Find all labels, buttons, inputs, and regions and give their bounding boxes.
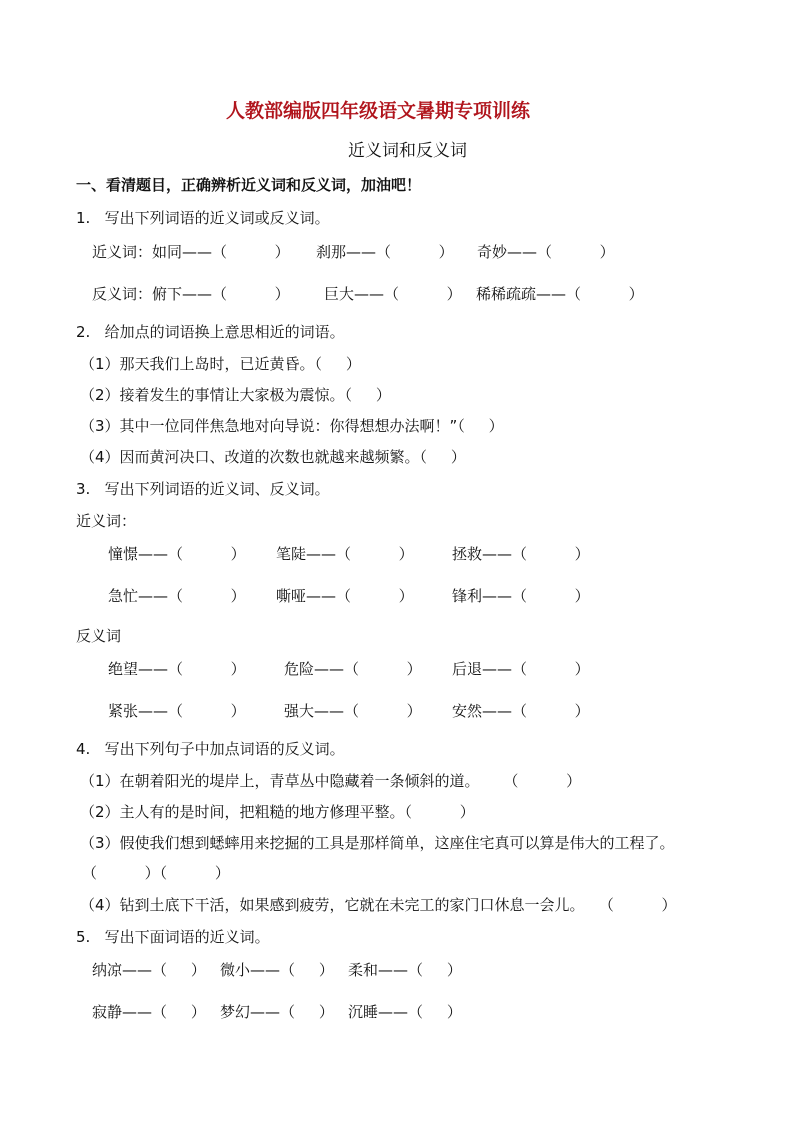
q3-item: 憧憬——（ ） (108, 545, 246, 563)
q5-item: 柔和——（ ） (348, 961, 462, 979)
synonym-label: 近义词： (76, 512, 137, 530)
document-title: 人教部编版四年级语文暑期专项训练 (226, 100, 531, 122)
q5-item: 沉睡——（ ） (348, 1003, 462, 1021)
q4-item: （ ）（ ） (82, 864, 230, 882)
q3-item: 后退——（ ） (452, 660, 590, 678)
question-4-prompt: 4. 写出下列句子中加点词语的反义词。 (76, 740, 345, 758)
q2-item: （1）那天我们上岛时，已近黄昏。（ ） (80, 355, 361, 373)
q5-item: 微小——（ ） (220, 961, 334, 979)
q5-item: 纳凉——（ ） (92, 961, 206, 979)
q4-item: （3）假使我们想到蟋蟀用来挖掘的工具是那样简单，这座住宅真可以算是伟大的工程了。 (80, 834, 675, 852)
question-5-prompt: 5. 写出下面词语的近义词。 (76, 928, 270, 946)
antonym-label: 反义词 (76, 627, 122, 645)
q3-item: 紧张——（ ） (108, 702, 246, 720)
q3-item: 危险——（ ） (284, 660, 422, 678)
q1-item: 近义词：如同——（ ） (92, 243, 290, 261)
q4-item: （1）在朝着阳光的堤岸上，青草丛中隐藏着一条倾斜的道。 （ ） (80, 772, 582, 790)
question-3-prompt: 3. 写出下列词语的近义词、反义词。 (76, 480, 330, 498)
q1-item: 刹那——（ ） (316, 243, 454, 261)
q4-item: （2）主人有的是时间，把粗糙的地方修理平整。（ ） (80, 803, 475, 821)
q3-item: 嘶哑——（ ） (276, 587, 414, 605)
q3-item: 笔陡——（ ） (276, 545, 414, 563)
q1-item: 奇妙——（ ） (477, 243, 615, 261)
q4-item: （4）钻到土底下干活，如果感到疲劳，它就在未完工的家门口休息一会儿。 （ ） (80, 896, 677, 914)
q1-item: 反义词：俯下——（ ） (92, 285, 290, 303)
q2-item: （2）接着发生的事情让大家极为震惊。（ ） (80, 386, 391, 404)
q1-item: 巨大——（ ） (324, 285, 462, 303)
q3-item: 拯救——（ ） (452, 545, 590, 563)
q3-item: 绝望——（ ） (108, 660, 246, 678)
question-2-prompt: 2. 给加点的词语换上意思相近的词语。 (76, 323, 345, 341)
q3-item: 安然——（ ） (452, 702, 590, 720)
q3-item: 锋利——（ ） (452, 587, 590, 605)
document-subtitle: 近义词和反义词 (348, 141, 467, 161)
q2-item: （4）因而黄河决口、改道的次数也就越来越频繁。（ ） (80, 448, 466, 466)
q3-item: 急忙——（ ） (108, 587, 246, 605)
section-heading: 一、看清题目，正确辨析近义词和反义词，加油吧！ (76, 176, 422, 194)
q5-item: 寂静——（ ） (92, 1003, 206, 1021)
q5-item: 梦幻——（ ） (220, 1003, 334, 1021)
question-1-prompt: 1. 写出下列词语的近义词或反义词。 (76, 209, 330, 227)
q3-item: 强大——（ ） (284, 702, 422, 720)
q1-item: 稀稀疏疏——（ ） (476, 285, 644, 303)
q2-item: （3）其中一位同伴焦急地对向导说：你得想想办法啊！”（ ） (80, 417, 504, 435)
